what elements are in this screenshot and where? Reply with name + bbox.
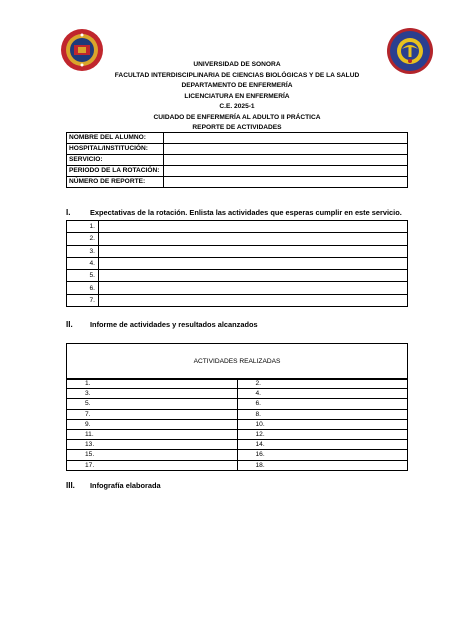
expectation-cell[interactable] xyxy=(99,294,408,306)
table-row xyxy=(67,419,408,429)
section-numeral: I. xyxy=(66,208,71,217)
table-row xyxy=(67,155,408,166)
section-text: Informe de actividades y resultados alcanzados xyxy=(90,320,258,329)
table-row xyxy=(67,440,408,450)
activity-cell[interactable]: 8. xyxy=(237,409,408,419)
activity-cell[interactable]: 7. xyxy=(67,409,238,419)
activity-cell[interactable]: 6. xyxy=(237,399,408,409)
table-row xyxy=(67,379,408,389)
table-row xyxy=(67,389,408,399)
section-numeral: III. xyxy=(66,481,75,490)
expectation-cell[interactable] xyxy=(99,282,408,294)
activities-table xyxy=(66,378,408,471)
table-row xyxy=(67,221,408,233)
table-row xyxy=(67,257,408,269)
row-number: 7. xyxy=(67,294,99,306)
activity-cell[interactable]: 12. xyxy=(237,429,408,439)
expectations-table xyxy=(66,220,408,307)
activity-cell[interactable]: 1. xyxy=(67,379,238,389)
table-row xyxy=(67,409,408,419)
section-text: Infografía elaborada xyxy=(90,481,161,490)
table-row xyxy=(67,450,408,460)
expectation-cell[interactable] xyxy=(99,221,408,233)
row-number: 2. xyxy=(67,233,99,245)
activity-cell[interactable]: 14. xyxy=(237,440,408,450)
hospital-field[interactable] xyxy=(164,144,408,155)
field-label: NÚMERO DE REPORTE: xyxy=(67,177,164,188)
report-number-field[interactable] xyxy=(164,177,408,188)
section-1-heading xyxy=(66,208,402,217)
expectation-cell[interactable] xyxy=(99,233,408,245)
field-label: PERIODO DE LA ROTACIÓN: xyxy=(67,166,164,177)
section-numeral: II. xyxy=(66,320,73,329)
table-row xyxy=(67,133,408,144)
activity-cell[interactable]: 4. xyxy=(237,389,408,399)
course-title: CUIDADO DE ENFERMERÍA AL ADULTO II PRÁCTICA xyxy=(153,114,321,121)
activity-cell[interactable]: 10. xyxy=(237,419,408,429)
table-row xyxy=(67,233,408,245)
section-3-heading xyxy=(66,481,161,490)
expectation-cell[interactable] xyxy=(99,270,408,282)
program-name: LICENCIATURA EN ENFERMERÍA xyxy=(184,92,290,100)
table-row xyxy=(67,144,408,155)
student-name-field[interactable] xyxy=(164,133,408,144)
institution-header xyxy=(70,60,404,113)
row-number: 5. xyxy=(67,270,99,282)
report-title: REPORTE DE ACTIVIDADES xyxy=(192,124,282,131)
activity-cell[interactable]: 15. xyxy=(67,450,238,460)
university-name: UNIVERSIDAD DE SONORA xyxy=(193,61,281,68)
table-row xyxy=(67,429,408,439)
department-name: DEPARTAMENTO DE ENFERMERÍA xyxy=(181,82,293,89)
field-label: NOMBRE DEL ALUMNO: xyxy=(67,133,164,144)
row-number: 4. xyxy=(67,257,99,269)
section-2-heading xyxy=(66,320,258,329)
document-title xyxy=(70,113,404,133)
activity-cell[interactable]: 18. xyxy=(237,460,408,470)
service-field[interactable] xyxy=(164,155,408,166)
table-row xyxy=(67,245,408,257)
activity-cell[interactable]: 5. xyxy=(67,399,238,409)
activity-cell[interactable]: 9. xyxy=(67,419,238,429)
table-row xyxy=(67,460,408,470)
activity-cell[interactable]: 2. xyxy=(237,379,408,389)
field-label: SERVICIO: xyxy=(67,155,164,166)
expectation-cell[interactable] xyxy=(99,257,408,269)
row-number: 6. xyxy=(67,282,99,294)
student-info-table xyxy=(66,132,408,188)
section-text: Expectativas de la rotación. Enlista las actividades que esperas cumplir en este servicio. xyxy=(90,208,402,217)
rotation-period-field[interactable] xyxy=(164,166,408,177)
faculty-name: FACULTAD INTERDISCIPLINARIA DE CIENCIAS BIOLÓGICAS Y DE LA SALUD xyxy=(114,71,360,79)
table-row xyxy=(67,166,408,177)
row-number: 1. xyxy=(67,221,99,233)
field-label: HOSPITAL/INSTITUCIÓN: xyxy=(67,144,164,155)
table-row xyxy=(67,399,408,409)
table-row xyxy=(67,270,408,282)
table-row xyxy=(67,177,408,188)
activity-cell[interactable]: 16. xyxy=(237,450,408,460)
term: C.E. 2025-1 xyxy=(219,103,255,110)
activities-table-header: ACTIVIDADES REALIZADAS xyxy=(66,343,408,380)
activity-cell[interactable]: 13. xyxy=(67,440,238,450)
activity-cell[interactable]: 17. xyxy=(67,460,238,470)
table-row xyxy=(67,282,408,294)
table-row xyxy=(67,294,408,306)
activity-cell[interactable]: 11. xyxy=(67,429,238,439)
activity-cell[interactable]: 3. xyxy=(67,389,238,399)
row-number: 3. xyxy=(67,245,99,257)
expectation-cell[interactable] xyxy=(99,245,408,257)
